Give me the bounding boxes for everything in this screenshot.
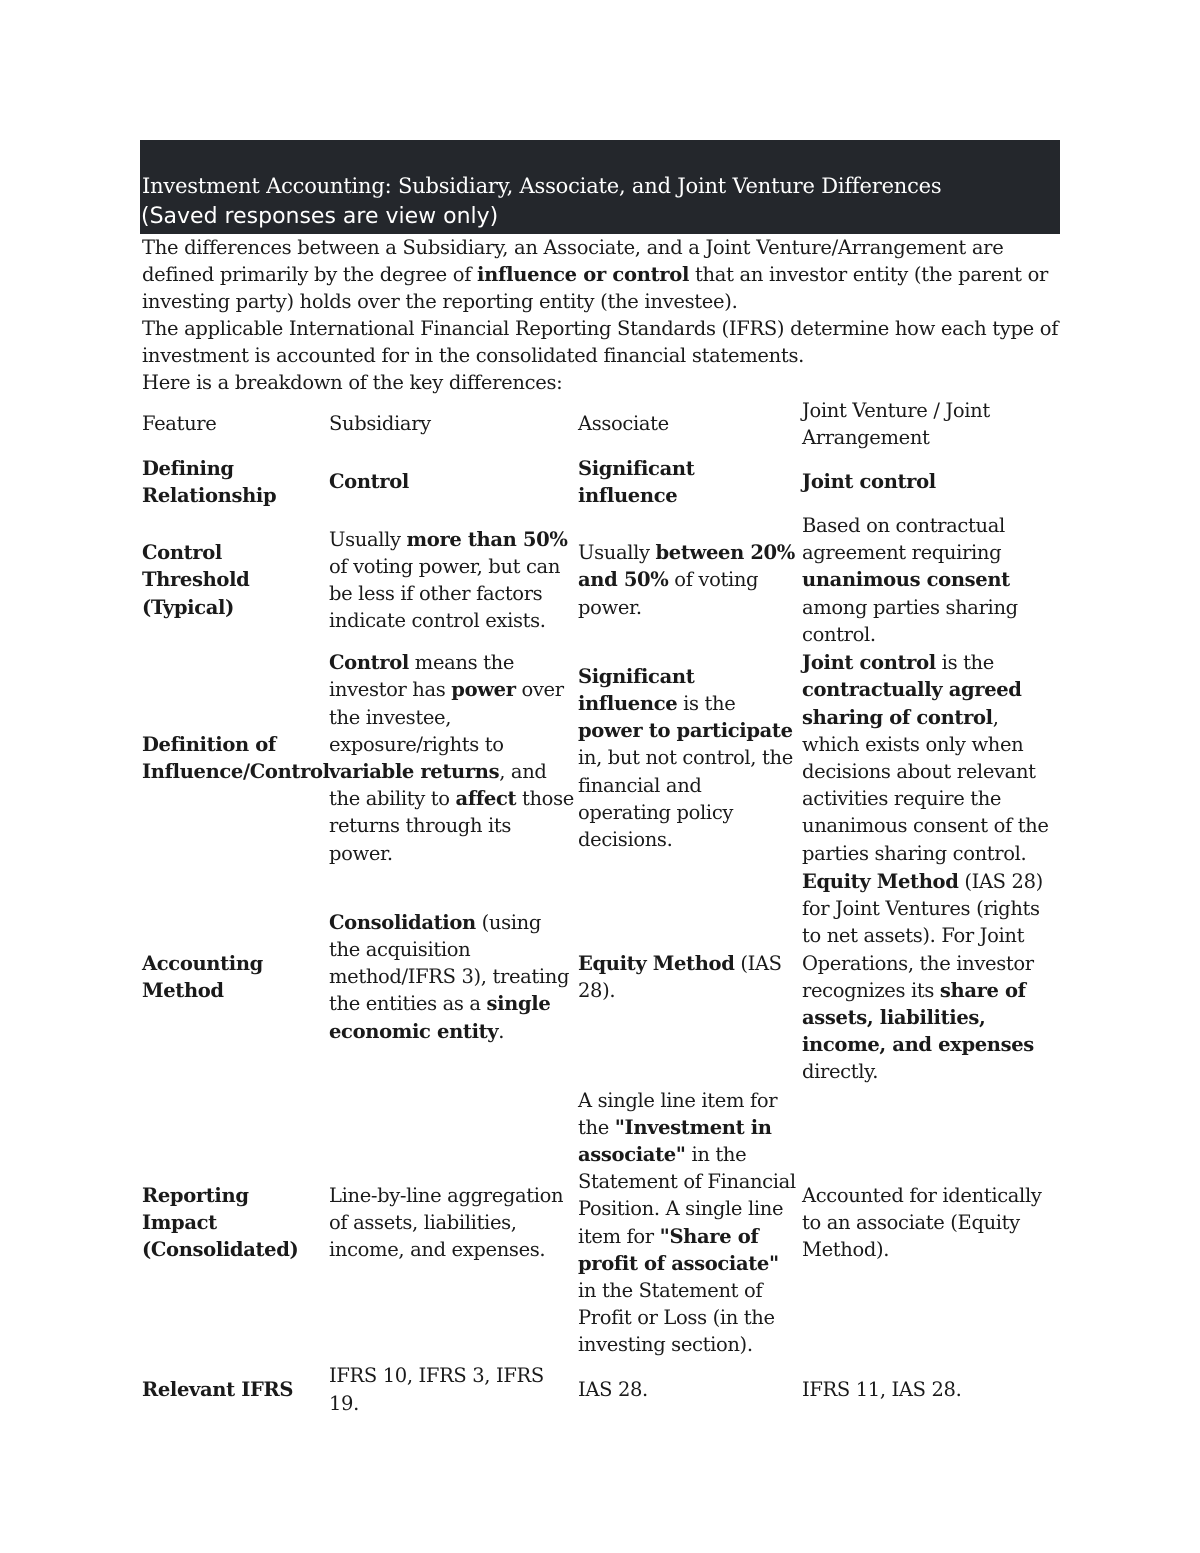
table-row — [140, 648, 1060, 868]
table-row — [140, 1360, 1060, 1420]
intro-emphasis: influence or control — [477, 263, 690, 286]
cell-text: . — [498, 1019, 505, 1043]
cell-bold-text: Control — [329, 651, 409, 675]
cell-text: is the — [935, 651, 994, 675]
jv-cell — [800, 868, 1060, 1086]
table-row — [140, 1086, 1060, 1360]
header-cell: Feature — [142, 412, 217, 436]
cell-text: (IAS 28) for Joint Ventures (rights to net assets). For Joint Operations, the investor recognizes its — [802, 870, 1043, 1002]
cell-bold-text: Control — [329, 470, 409, 494]
cell-text: A single line item for the — [578, 1088, 778, 1139]
header-cell: Subsidiary — [329, 412, 431, 436]
cell-text: IFRS 11, IAS 28. — [802, 1378, 962, 1402]
feature-cell: Control Threshold (Typical) — [142, 541, 250, 619]
intro-text-segment: The differences between a Subsidiary, an Associate, and a Joint Venture/Arrangement are defined primarily by the degree of — [142, 236, 1004, 286]
cell-text: means the investor has — [329, 651, 515, 702]
cell-text: (IAS 28). — [578, 951, 782, 1002]
feature-cell: Definition of Influence/Control — [142, 732, 330, 784]
cell-bold-text: share of assets, liabilities, income, and expenses — [802, 978, 1034, 1057]
intro-text — [140, 234, 1060, 396]
cell-bold-text: unanimous consent — [802, 568, 1010, 592]
comparison-table — [140, 396, 1060, 1420]
cell-text: among parties sharing control. — [802, 595, 1018, 646]
cell-text: in the Statement of Profit or Loss (in the investing section). — [578, 1279, 775, 1357]
cell-text: IFRS 10, IFRS 3, IFRS 19. — [329, 1364, 544, 1415]
feature-cell: Defining Relationship — [142, 456, 277, 507]
cell-bold-text: Joint control — [802, 651, 936, 675]
table-row — [140, 512, 1060, 648]
intro-paragraph — [142, 234, 1060, 315]
cell-bold-text: between 20% and 50% — [578, 541, 795, 592]
subsidiary-cell — [327, 868, 576, 1086]
feature-cell: Relevant IFRS — [142, 1378, 294, 1402]
cell-text: in, but not control, the financial and operating policy decisions. — [578, 746, 793, 852]
jv-cell — [800, 648, 1060, 868]
cell-text: directly. — [802, 1060, 879, 1084]
subsidiary-cell — [327, 452, 576, 512]
jv-cell — [800, 1360, 1060, 1420]
cell-text: Line-by-line aggregation of assets, liabilities, income, and expenses. — [329, 1183, 564, 1262]
cell-text: of voting power. — [578, 568, 759, 619]
cell-bold-text: Significant influence — [578, 456, 695, 507]
document-page — [140, 140, 1060, 1420]
cell-bold-text: more than 50% — [406, 527, 568, 551]
associate-cell — [576, 868, 800, 1086]
cell-text: in the Statement of Financial Position. A single line item for — [578, 1143, 796, 1248]
associate-cell — [576, 648, 800, 868]
cell-bold-text: single economic entity — [329, 992, 551, 1043]
cell-text: is the — [677, 692, 736, 715]
associate-cell — [576, 512, 800, 648]
table-row — [140, 868, 1060, 1086]
feature-cell: Accounting Method — [142, 951, 263, 1002]
cell-bold-text: Equity Method — [802, 870, 959, 894]
cell-bold-text: power — [451, 678, 516, 702]
jv-cell — [800, 452, 1060, 512]
cell-bold-text: Joint control — [802, 470, 936, 494]
associate-cell — [576, 1086, 800, 1360]
table-row — [140, 452, 1060, 512]
header-cell: Associate — [578, 412, 669, 436]
cell-bold-text: contractually agreed sharing of control — [802, 678, 1022, 729]
cell-text: (using the acquisition method/IFRS 3), treating the entities as a — [329, 910, 570, 1016]
title-banner — [140, 140, 1060, 234]
view-only-notice: (Saved responses are view only) — [141, 204, 499, 229]
cell-text: , which exists only when decisions about relevant activities require the unanimous consent of the parties sharing control. — [802, 705, 1049, 865]
jv-cell — [800, 512, 1060, 648]
cell-bold-text: Significant influence — [578, 664, 695, 715]
cell-text: of voting power, but can be less if other factors indicate control exists. — [329, 554, 561, 633]
header-cell: Joint Venture / Joint Arrangement — [802, 398, 990, 449]
associate-cell — [576, 452, 800, 512]
cell-text: Usually — [578, 541, 656, 565]
cell-text: Usually — [329, 527, 407, 551]
intro-paragraph: The applicable International Financial Reporting Standards (IFRS) determine how each type of investment is accounted for in the consolidated financial statements. — [142, 317, 1059, 367]
intro-paragraph: Here is a breakdown of the key differences: — [142, 371, 563, 394]
cell-text: those returns through its power. — [329, 787, 574, 865]
cell-text: , and the ability to — [329, 760, 547, 811]
cell-bold-text: Equity Method — [578, 951, 735, 975]
intro-text-segment: that an investor entity (the parent or investing party) holds over the reporting entity (the investee). — [142, 263, 1049, 313]
subsidiary-cell — [327, 1360, 576, 1420]
cell-text: IAS 28. — [578, 1378, 648, 1402]
table-header-row — [140, 396, 1060, 452]
jv-cell — [800, 1086, 1060, 1360]
cell-bold-text: power to participate — [578, 719, 793, 743]
feature-cell: Reporting Impact (Consolidated) — [142, 1183, 299, 1262]
associate-cell — [576, 1360, 800, 1420]
subsidiary-cell — [327, 1086, 576, 1360]
cell-text: over the investee, exposure/rights to — [329, 678, 564, 756]
cell-bold-text: "Share of profit of associate" — [578, 1224, 779, 1275]
cell-text: Accounted for identically to an associate (Equity Method). — [802, 1183, 1042, 1262]
cell-bold-text: variable returns — [329, 760, 500, 784]
document-title: Investment Accounting: Subsidiary, Associate, and Joint Venture Differences — [142, 174, 942, 198]
cell-bold-text: "Investment in associate" — [578, 1115, 772, 1167]
subsidiary-cell — [327, 648, 576, 868]
subsidiary-cell — [327, 512, 576, 648]
cell-bold-text: Consolidation — [329, 910, 476, 934]
cell-text: Based on contractual agreement requiring — [802, 514, 1005, 565]
cell-bold-text: affect — [455, 787, 517, 811]
